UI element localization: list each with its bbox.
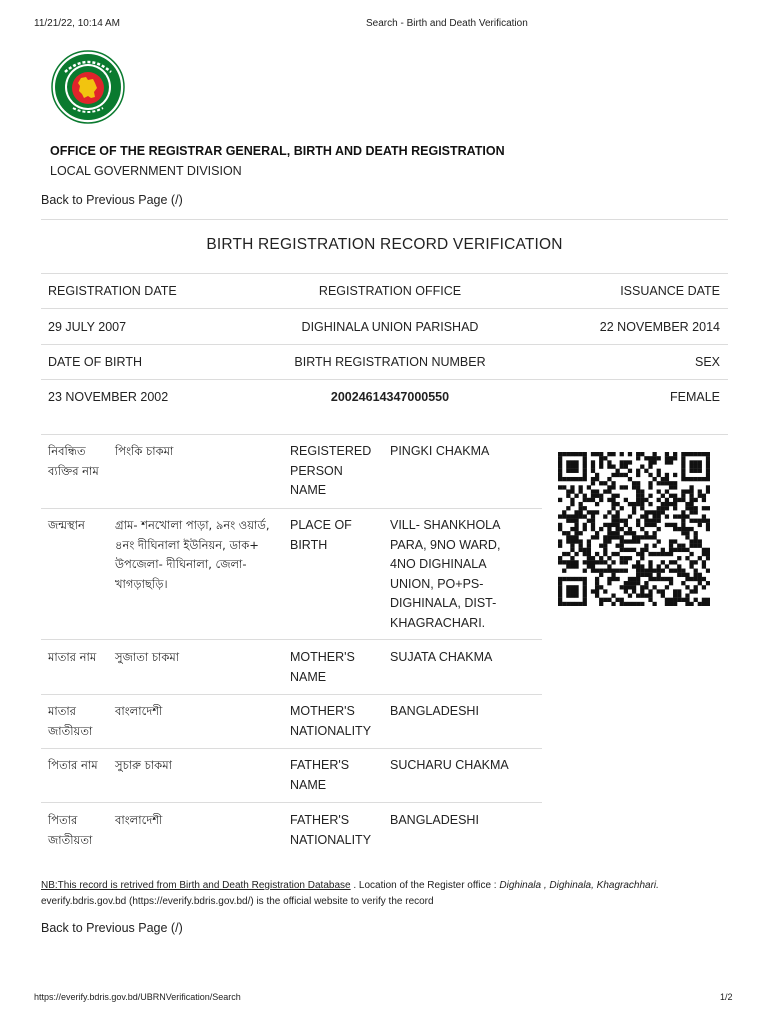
- label-mother-nationality: MOTHER'S NATIONALITY: [290, 704, 372, 738]
- divider: [41, 694, 542, 695]
- issuance-date-label: ISSUANCE DATE: [620, 284, 720, 298]
- divider: [41, 273, 728, 274]
- bangla-label-father-name: পিতার নাম: [48, 758, 98, 772]
- office-title: OFFICE OF THE REGISTRAR GENERAL, BIRTH AND DEATH REGISTRATION: [50, 144, 505, 158]
- date-of-birth-label: DATE OF BIRTH: [48, 355, 142, 369]
- registration-date-value: 29 JULY 2007: [48, 320, 127, 334]
- value-father-name: SUCHARU CHAKMA: [390, 758, 509, 772]
- bangla-label-mother-name: মাতার নাম: [48, 650, 97, 664]
- bangla-value-registered-person: পিংকি চাকমা: [115, 444, 174, 458]
- registration-office-label: REGISTRATION OFFICE: [318, 284, 462, 298]
- value-place-of-birth: VILL- SHANKHOLA PARA, 9NO WARD, 4NO DIGHINALA UNION, PO+PS- DIGHINALA, DIST- KHAGRACHARI.: [390, 518, 501, 630]
- bangla-value-father-name: সুচারু চাকমা: [115, 758, 172, 772]
- divider: [41, 802, 542, 803]
- value-registered-person-name: PINGKI CHAKMA: [390, 444, 490, 458]
- divider: [41, 639, 542, 640]
- bangla-value-mother-name: সুজাতা চাকমা: [115, 650, 180, 664]
- register-office-location: Dighinala , Dighinala, Khagrachhari.: [499, 880, 659, 891]
- label-father-nationality: FATHER'S NATIONALITY: [290, 813, 372, 847]
- government-seal-logo: [51, 50, 125, 124]
- sex-value: FEMALE: [669, 390, 720, 404]
- qr-code: [558, 452, 710, 606]
- divider: [41, 379, 728, 380]
- print-page-title: Search - Birth and Death Verification: [366, 18, 528, 29]
- back-to-previous-link[interactable]: Back to Previous Page (/): [41, 193, 183, 207]
- value-mother-name: SUJATA CHAKMA: [390, 650, 493, 664]
- date-of-birth-value: 23 NOVEMBER 2002: [48, 390, 169, 404]
- registration-office-value: DIGHINALA UNION PARISHAD: [301, 320, 479, 334]
- label-registered-person-name: REGISTERED PERSON NAME: [290, 444, 372, 497]
- label-mother-name: MOTHER'S NAME: [290, 650, 355, 684]
- bangla-value-place-of-birth: গ্রাম- শনখোলা পাড়া, ৯নং ওয়ার্ড, ৪নং দীঘিনালা ইউনিয়ন, ডাক+ উপজেলা- দীঘিনালা, জেলা- খাগড়াছড়ি।: [115, 518, 270, 591]
- value-father-nationality: BANGLADESHI: [390, 813, 479, 827]
- official-website-note: everify.bdris.gov.bd (https://everify.bdris.gov.bd/) is the official website to verify the record: [41, 896, 434, 907]
- bangla-label-father-nationality: পিতার জাতীয়তা: [48, 813, 93, 847]
- label-place-of-birth: PLACE OF BIRTH: [290, 518, 352, 552]
- registration-date-label: REGISTRATION DATE: [48, 284, 177, 298]
- bangla-value-father-nationality: বাংলাদেশী: [115, 813, 163, 827]
- print-url: https://everify.bdris.gov.bd/UBRNVerification/Search: [34, 992, 241, 1002]
- section-title: BIRTH REGISTRATION RECORD VERIFICATION: [206, 236, 563, 253]
- print-page-number: 1/2: [720, 992, 733, 1002]
- sex-label: SEX: [694, 355, 720, 369]
- bangla-value-mother-nationality: বাংলাদেশী: [115, 704, 163, 718]
- label-father-name: FATHER'S NAME: [290, 758, 350, 792]
- location-prefix: . Location of the Register office :: [350, 880, 500, 891]
- bangla-label-registered-person: নিবন্ধিত ব্যক্তির নাম: [48, 444, 99, 478]
- birth-registration-number-label: BIRTH REGISTRATION NUMBER: [294, 355, 486, 369]
- divider: [41, 434, 728, 435]
- database-note-link[interactable]: NB:This record is retrived from Birth and Death Registration Database: [41, 880, 351, 891]
- back-to-previous-link-bottom[interactable]: Back to Previous Page (/): [41, 921, 183, 935]
- divider: [41, 219, 728, 220]
- bangla-label-place-of-birth: জন্মস্থান: [48, 518, 85, 532]
- value-mother-nationality: BANGLADESHI: [390, 704, 479, 718]
- divider: [41, 344, 728, 345]
- divider: [41, 508, 542, 509]
- division-subtitle: LOCAL GOVERNMENT DIVISION: [50, 164, 242, 178]
- bangla-label-mother-nationality: মাতার জাতীয়তা: [48, 704, 93, 738]
- database-note: [41, 878, 741, 910]
- divider: [41, 308, 728, 309]
- birth-registration-number-value: 20024614347000550: [330, 390, 450, 404]
- issuance-date-value: 22 NOVEMBER 2014: [599, 320, 720, 334]
- divider: [41, 748, 542, 749]
- print-timestamp: 11/21/22, 10:14 AM: [34, 18, 120, 29]
